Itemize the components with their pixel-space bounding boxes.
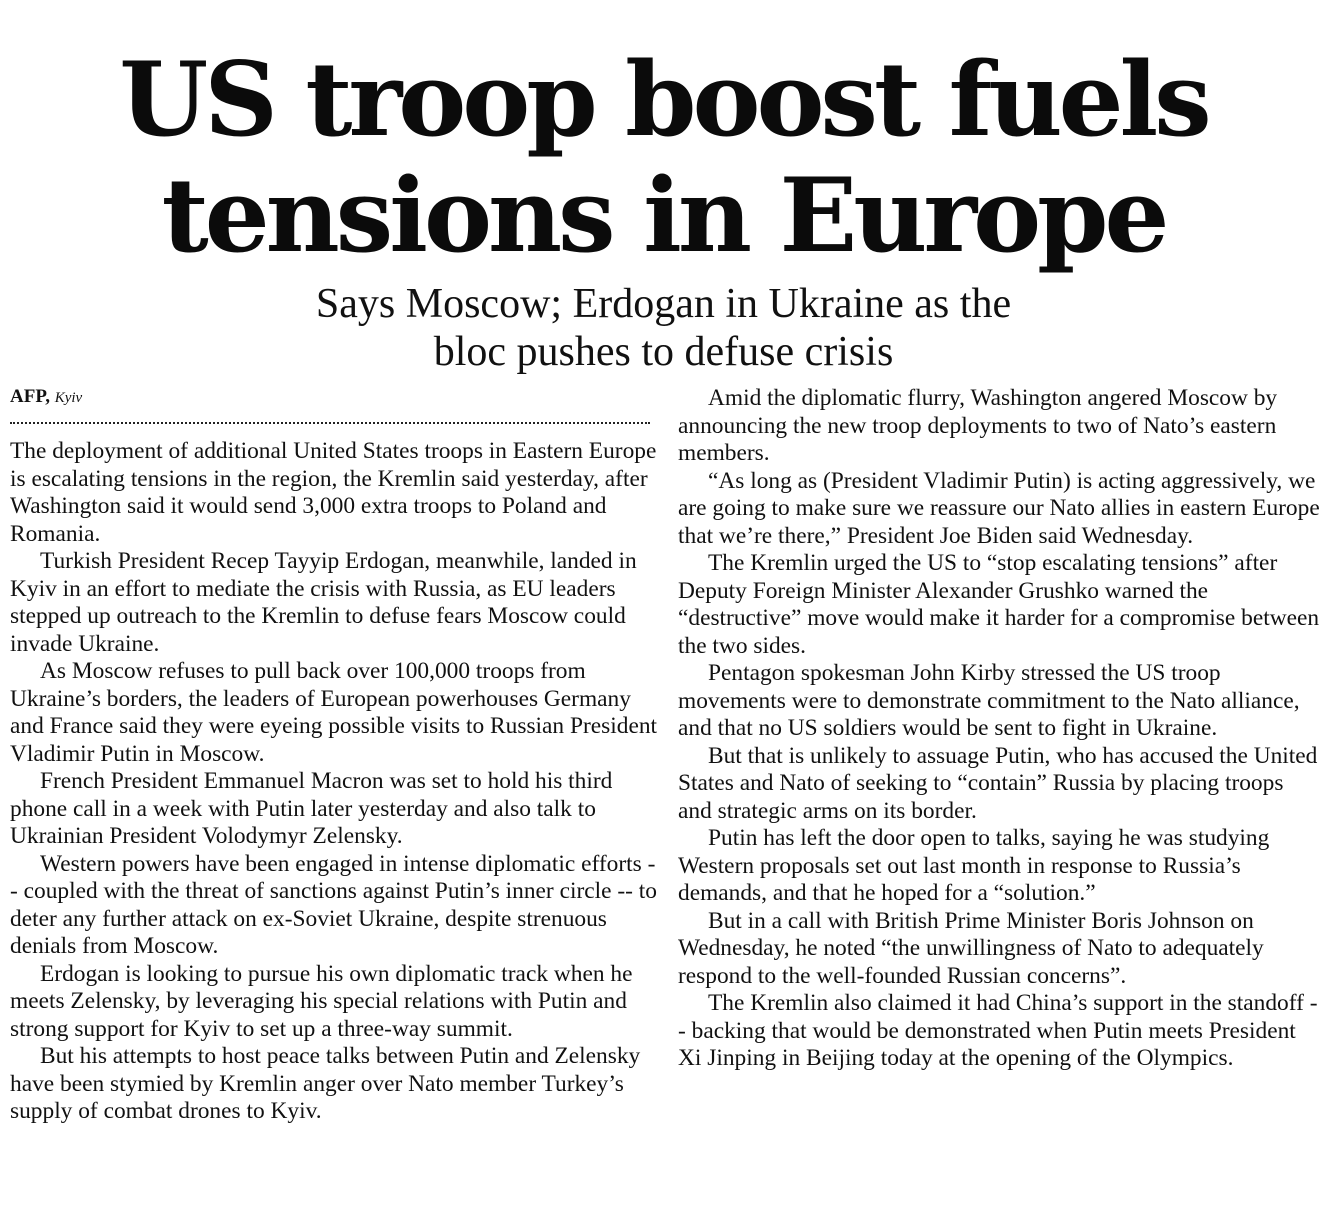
paragraph: French President Emmanuel Macron was set to hold his third phone call in a week with Putin later yesterday and also talk to Ukrainian President Volodymyr Zelensky. (10, 768, 613, 849)
paragraph: The Kremlin urged the US to “stop escalating tensions” after Deputy Foreign Minister Alexander Grushko warned the “destructive” move would make it harder for a compromise between the two sides. (678, 550, 1320, 659)
paragraph: But his attempts to host peace talks between Putin and Zelensky have been stymied by Kremlin anger over Nato member Turkey’s supply of combat drones to Kyiv. (10, 1043, 641, 1124)
article-column-left (10, 438, 660, 1126)
byline-dateline: Kyiv (54, 390, 83, 406)
paragraph: “As long as (President Vladimir Putin) is acting aggressively, we are going to make sure we reassure our Nato allies in eastern Europe that we’re there,” President Joe Biden said Wednesday. (678, 467, 1320, 549)
paragraph: But that is unlikely to assuage Putin, who has accused the United States and Nato of seeking to “contain” Russia by placing troops and strategic arms on its border. (678, 742, 1318, 824)
byline-agency: AFP, (10, 386, 50, 407)
paragraph: As Moscow refuses to pull back over 100,000 troops from Ukraine’s borders, the leaders of European powerhouses Germany and France said they were eyeing possible visits to Russian President Vladimir Putin in Moscow. (10, 658, 658, 767)
byline (10, 385, 650, 410)
headline-line-2: tensions in Europe (161, 156, 1166, 276)
paragraph: Erdogan is looking to pursue his own diplomatic track when he meets Zelensky, by leveraging his special relations with Putin and strong support for Kyiv to set up a three-way summit. (10, 960, 633, 1042)
subheadline-line-2: bloc pushes to defuse crisis (433, 329, 894, 375)
paragraph: Amid the diplomatic flurry, Washington angered Moscow by announcing the new troop deployments to two of Nato’s eastern members. (678, 385, 1278, 466)
byline-divider (10, 422, 650, 424)
paragraph: Pentagon spokesman John Kirby stressed the US troop movements were to demonstrate commitment to the Nato alliance, and that no US soldiers would be sent to fight in Ukraine. (678, 660, 1300, 741)
paragraph: The deployment of additional United States troops in Eastern Europe is escalating tensions in the region, the Kremlin said yesterday, after Washington said it would send 3,000 extra troops to Poland and Romania. (10, 438, 657, 547)
paragraph: The Kremlin also claimed it had China’s support in the standoff -- backing that would be demonstrated when Putin meets President Xi Jinping in Beijing today at the opening of the Olympics. (678, 990, 1318, 1071)
paragraph: But in a call with British Prime Minister Boris Johnson on Wednesday, he noted “the unwillingness of Nato to adequately respond to the well-founded Russian concerns”. (678, 907, 1264, 989)
paragraph: Western powers have been engaged in intense diplomatic efforts -- coupled with the threat of sanctions against Putin’s inner circle -- to deter any further attack on ex-Soviet Ukraine, despite strenuous denials from Moscow. (10, 850, 657, 959)
paragraph: Putin has left the door open to talks, saying he was studying Western proposals set out last month in response to Russia’s demands, and that he hoped for a “solution.” (678, 825, 1270, 906)
subheadline (0, 280, 1327, 376)
headline (0, 42, 1327, 274)
headline-line-1: US troop boost fuels (119, 40, 1208, 160)
article-column-right (678, 385, 1323, 1073)
paragraph: Turkish President Recep Tayyip Erdogan, meanwhile, landed in Kyiv in an effort to mediate the crisis with Russia, as EU leaders stepped up outreach to the Kremlin to defuse fears Moscow could invade Ukraine. (10, 548, 637, 657)
subheadline-line-1: Says Moscow; Erdogan in Ukraine as the (315, 281, 1012, 327)
